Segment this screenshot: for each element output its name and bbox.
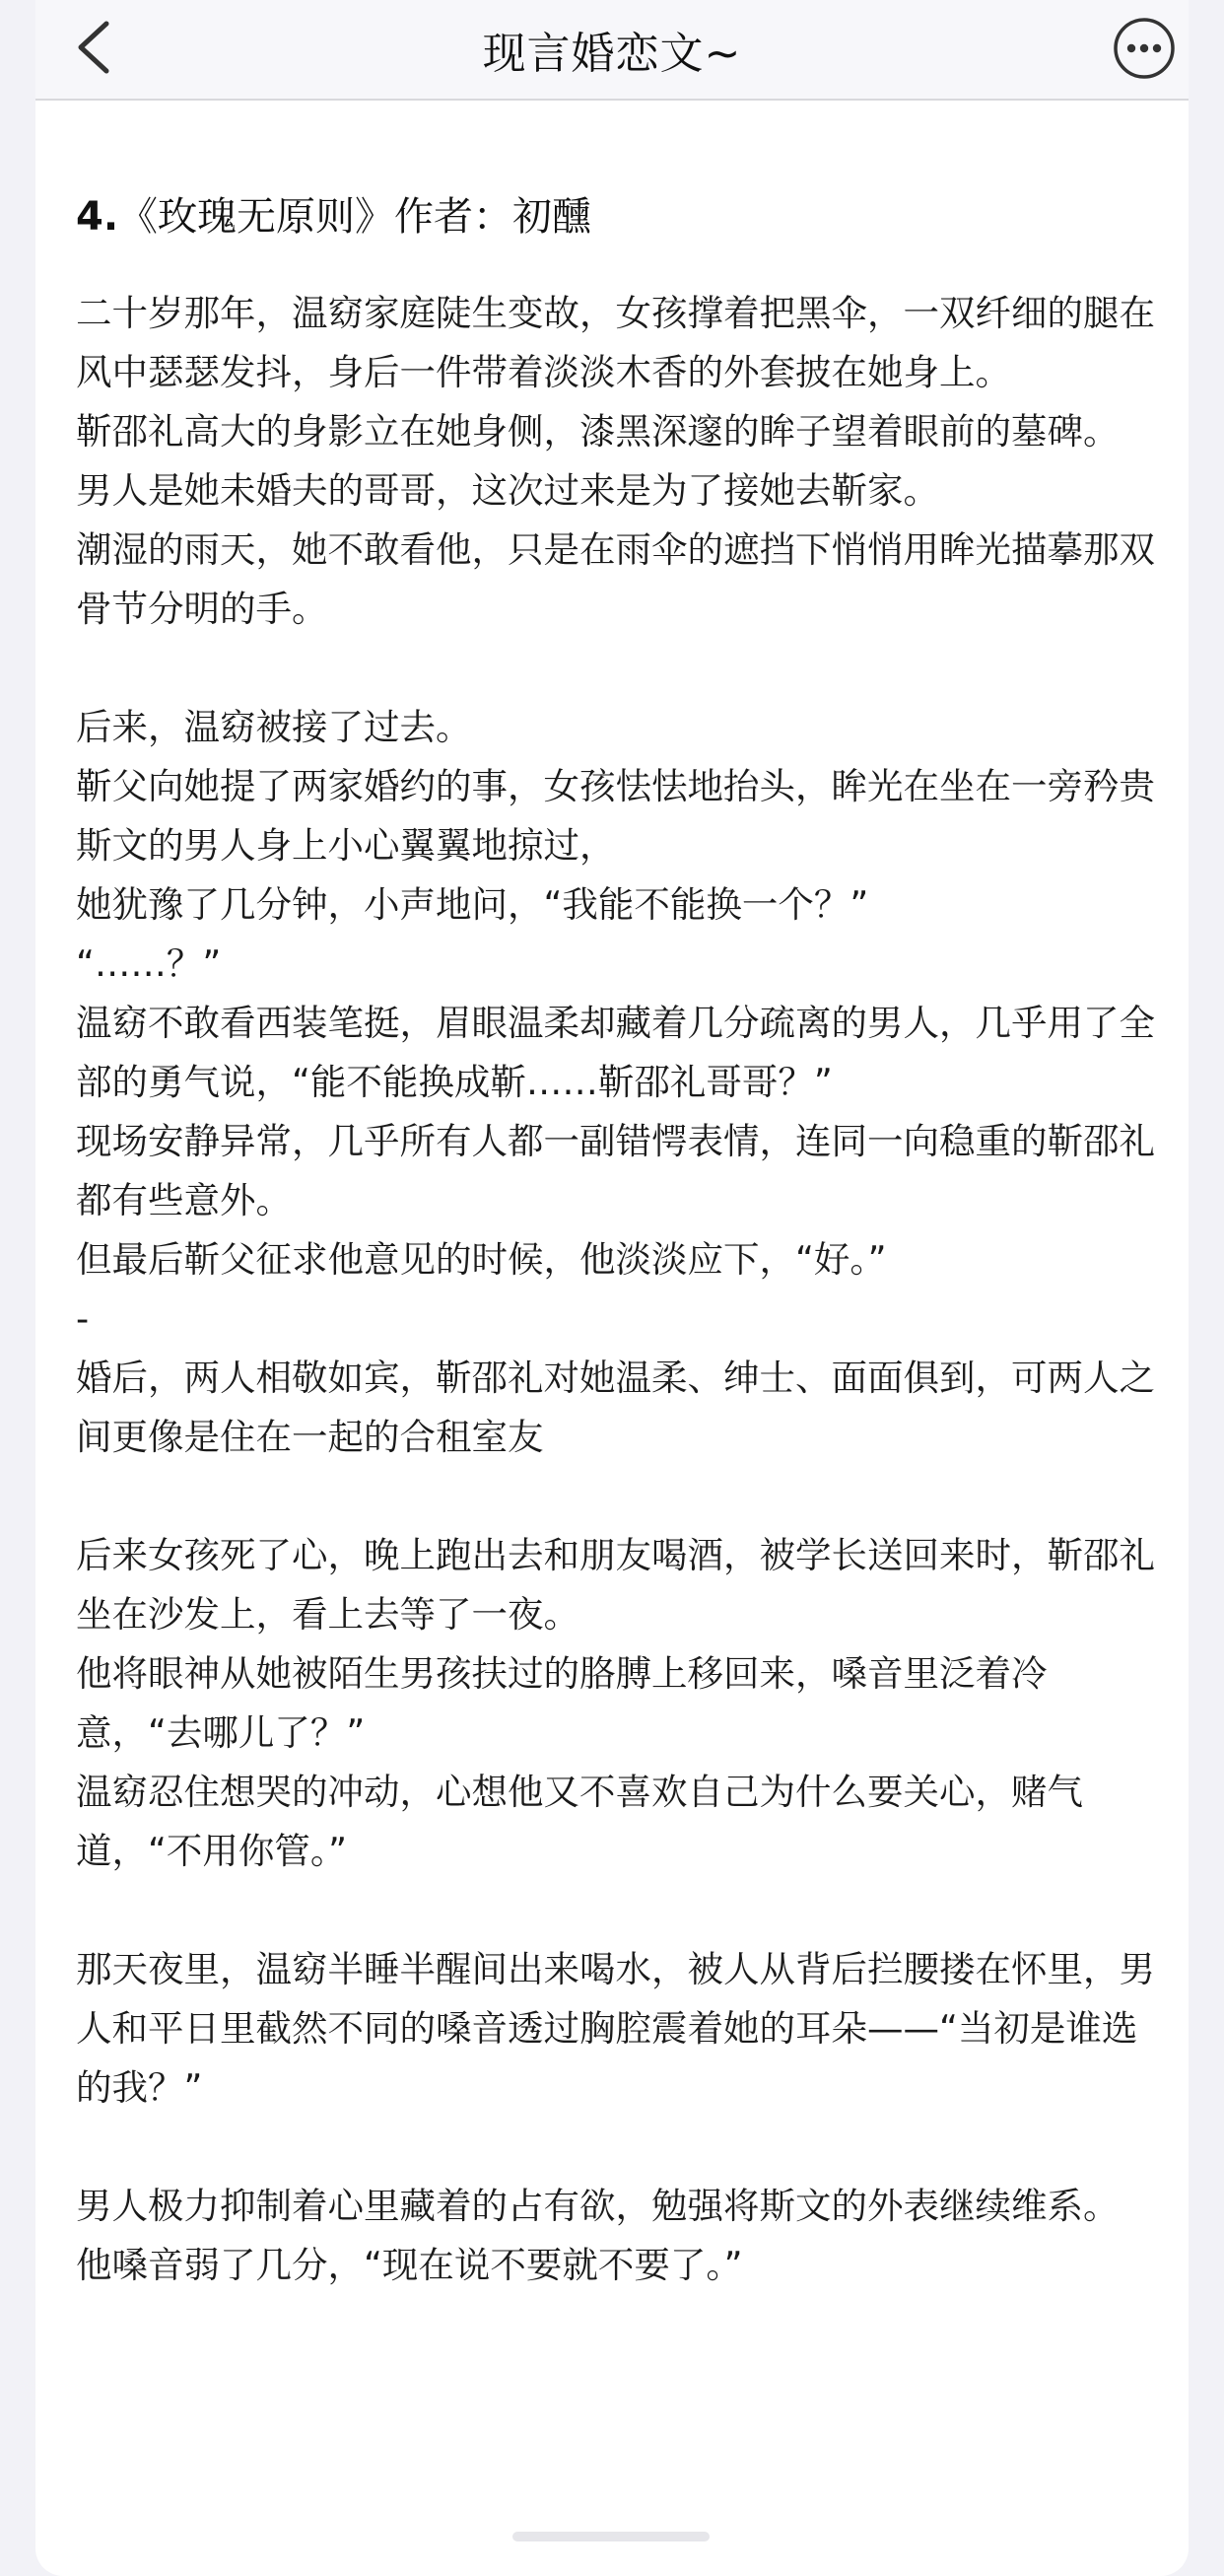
paragraph: 潮湿的雨天，她不敢看他，只是在雨伞的遮挡下悄悄用眸光描摹那双骨节分明的手。 (76, 528, 1155, 630)
paragraph: 婚后，两人相敬如宾，靳邵礼对她温柔、绅士、面面俱到，可两人之间更像是住在一起的合租室友 (76, 1357, 1155, 1458)
paragraph: 后来，温窈被接了过去。 (76, 706, 472, 748)
article-body (76, 187, 1160, 2295)
paragraph: “……？” (76, 942, 222, 985)
paragraph: 二十岁那年，温窈家庭陡生变故，女孩撑着把黑伞，一双纤细的腿在风中瑟瑟发抖，身后一件带着淡淡木香的外套披在她身上。 (76, 292, 1155, 393)
paragraph-gap (76, 1881, 1160, 1940)
paragraph: 她犹豫了几分钟，小声地问，“我能不能换一个？” (76, 883, 869, 926)
paragraph: 但最后靳父征求他意见的时候，他淡淡应下，“好。” (76, 1238, 887, 1281)
paragraph: 后来女孩死了心，晚上跑出去和朋友喝酒，被学长送回来时，靳邵礼坐在沙发上，看上去等了一夜。 (76, 1534, 1155, 1636)
paragraph: 他嗓音弱了几分，“现在说不要就不要了。” (76, 2244, 743, 2286)
paragraph-gap (76, 639, 1160, 698)
page-title: 现言婚恋文~ (482, 29, 742, 79)
paragraph: 靳邵礼高大的身影立在她身侧，漆黑深邃的眸子望着眼前的墓碑。 (76, 410, 1120, 453)
article-paragraphs (76, 284, 1160, 2295)
paragraph: 现场安静异常，几乎所有人都一副错愕表情，连同一向稳重的靳邵礼都有些意外。 (76, 1120, 1155, 1221)
paragraph: 温窈忍住想哭的冲动，心想他又不喜欢自己为什么要关心，赌气道，“不用你管。” (76, 1771, 1083, 1872)
paragraph: 男人是她未婚夫的哥哥，这次过来是为了接她去靳家。 (76, 469, 939, 512)
article-number: 4. (76, 194, 119, 240)
paragraph: 他将眼神从她被陌生男孩扶过的胳膊上移回来，嗓音里泛着冷意，“去哪儿了？” (76, 1652, 1048, 1754)
paragraph: 温窈不敢看西装笔挺，眉眼温柔却藏着几分疏离的男人，几乎用了全部的勇气说，“能不能换成靳……靳邵礼哥哥？” (76, 1002, 1155, 1103)
paragraph: - (76, 1297, 90, 1340)
paragraph: 那天夜里，温窈半睡半醒间出来喝水，被人从背后拦腰搂在怀里，男人和平日里截然不同的嗓音透过胸腔震着她的耳朵——“当初是谁选的我？” (76, 1948, 1155, 2109)
more-horizontal-icon (1112, 16, 1177, 81)
article-title: 《玫瑰无原则》作者：初醺 (118, 194, 592, 240)
article-heading (76, 187, 1160, 246)
paragraph-gap (76, 1467, 1160, 1526)
paragraph: 男人极力抑制着心里藏着的占有欲，勉强将斯文的外表继续维系。 (76, 2185, 1120, 2227)
home-indicator (512, 2532, 710, 2541)
paragraph-gap (76, 2118, 1160, 2177)
paragraph: 靳父向她提了两家婚约的事，女孩怯怯地抬头，眸光在坐在一旁矜贵斯文的男人身上小心翼翼地掠过， (76, 765, 1155, 867)
nav-bar (35, 0, 1189, 101)
more-button[interactable] (1112, 16, 1177, 81)
